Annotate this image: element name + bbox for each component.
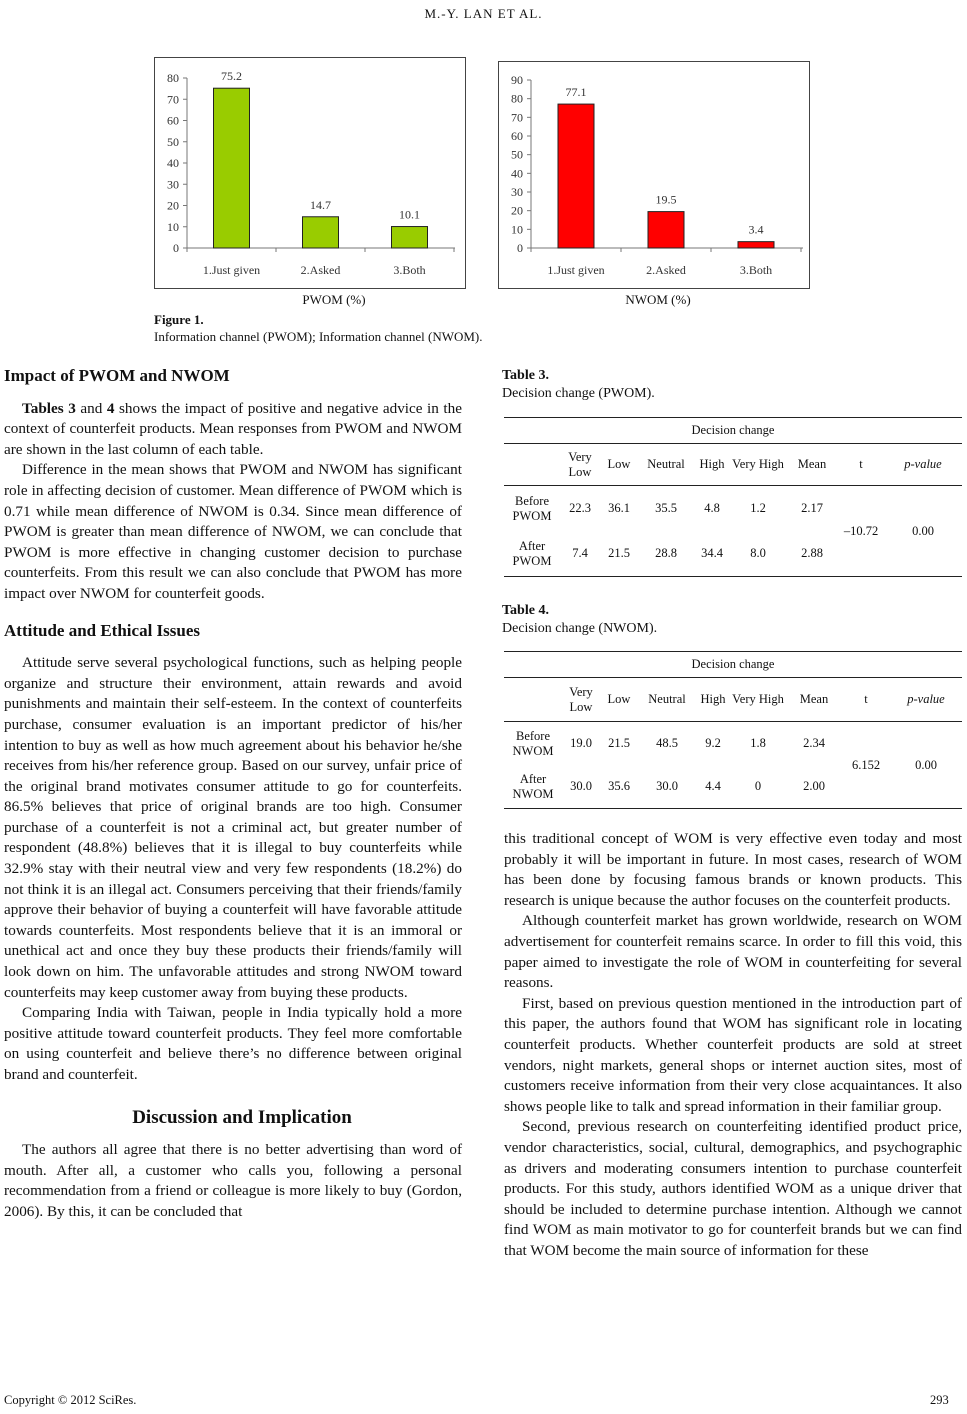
row-label: After PWOM [504,531,560,577]
table3-header: t [838,443,884,485]
paragraph: Attitude serve several psychological functions, such as helping people organize and structure their environment, attain rewards and avoid punishments and maintain their self-esteem. In the context of counterfeits purchase, consumer evaluation is an important predictor of his/her intention to buy as well as how much agreement about his behavior he/she receives from his/her reference group. Based on our survey, unfair price of the original brand motivates consumer attitude to go for counterfeits. 86.5% believes that price of original brands are too high. Consumer purchase of a counterfeit is not a criminal act, but greater number of respondent (48.8%) believes that it is illegal to buy counterfeits while 32.9% stay with their neutral view and very few respondents (18.2%) do not think it is an illegal act. Consumers perceiving that their friends/family approve their behavior of buying a counterfeit will have favorable attitude towards counterfeits. Most respondents believe that it is an immoral or unethical act and once they buy these products their friends/family will look down on him. The unfavorable attitudes and strong NWOM toward counterfeits may keep customer away from buying these products. [4,654,462,1001]
y-tick-label: 70 [167,92,179,107]
data-label: 14.7 [310,197,331,212]
paragraph: Second, previous research on counterfeiting identified product price, vendor characteristics, social, cultural, demographics, and psychographic as drivers and moderating consumers intention to purchase counterfeit products. For this study, authors identified WOM as a unique driver that should be included to determine purchase intention. Although we cannot find WOM as main motivator to go for counterfeit brands but we can find that WOM become the main source of information for these [504,1118,962,1259]
pwom-chart-svg [155,58,465,288]
paragraph: First, based on previous question mentioned in the introduction part of this paper, the authors found that WOM has significant role in locating counterfeit products. Whether counterfeit products are sold at street vendors, night markets, general shops or internet auction sites, most of customers receive information from their very close acquaintances. It also shows people like to talk and spread information in their familiar group. [504,994,962,1115]
paragraph: The authors all agree that there is no better advertising than word of mouth. After all, a customer who calls you, following a personal recommendation from a friend or colleague is more likely to buy (Gordon, 2006). By this, it can be concluded that [4,1141,462,1220]
table3-header: High [694,443,730,485]
left-column [4,366,462,1223]
table-cell: 48.5 [638,721,696,765]
bar [738,242,774,248]
y-tick-label: 80 [167,71,179,85]
table-cell: 36.1 [600,485,638,531]
table3-header: Mean [786,443,838,485]
table-cell: 30.0 [638,765,696,809]
table-cell: 22.3 [560,485,600,531]
y-tick-label: 0 [173,241,179,255]
row-label: Before NWOM [504,721,562,765]
paragraph: Although counterfeit market has grown worldwide, research on WOM advertisement for counterfeit remains scarce. In order to fill this void, this paper aimed to investigate the role of WOM in counterfeiting for several reasons. [504,912,962,992]
x-tick-label: 1.Just given [547,263,605,277]
y-tick-label: 80 [511,91,523,106]
y-tick-label: 60 [511,129,523,143]
section-heading-attitude: Attitude and Ethical Issues [4,620,201,640]
data-label: 19.5 [655,192,677,207]
x-tick-label: 1.Just given [202,263,261,277]
text-span: shows the impact of positive and negative advice in the context of counterfeit products. Mean responses from PWOM and NWOM are shown in the last column of each table. [4,399,462,458]
paragraph: Comparing India with Taiwan, people in India typically hold a more positive attitude toward counterfeit products. They feel more comfortable on using counterfeit and believe there’s no difference between original brand and counterfeit. [4,1004,462,1083]
y-tick-label: 20 [511,203,523,218]
table4-header: t [842,677,890,721]
data-label: 3.4 [748,222,764,237]
table3-header: Neutral [638,443,694,485]
paragraph [4,399,462,461]
x-tick-label: 3.Both [739,263,773,277]
table-cell: 0 [730,765,786,809]
table3 [504,417,962,577]
y-tick-label: 90 [511,73,523,87]
y-tick-label: 30 [511,185,523,199]
row-label: Before PWOM [504,485,560,531]
table-cell: 19.0 [562,721,600,765]
table3-header: p-value [884,443,962,485]
y-tick-label: 50 [167,134,179,149]
table-cell: 4.8 [694,485,730,531]
t-value: –10.72 [838,485,884,577]
t-value: 6.152 [842,721,890,809]
table-cell: 9.2 [696,721,730,765]
figure-label: Figure 1. [154,312,204,327]
table4-header: Very Low [562,677,600,721]
page-number: 293 [930,1393,949,1407]
y-tick-label: 40 [511,166,523,181]
copyright-footer: Copyright © 2012 SciRes. [4,1393,137,1407]
table4-header: High [696,677,730,721]
table4 [504,651,962,809]
table-cell: 28.8 [638,531,694,577]
bar [558,104,594,248]
y-tick-label: 0 [517,241,523,255]
table4-header: Low [600,677,638,721]
running-head: M.-Y. LAN ET AL. [424,6,543,21]
table-cell: 2.34 [786,721,842,765]
table3-header: Very Low [560,443,600,485]
table-ref: Tables 3 [22,399,76,417]
y-tick-label: 50 [511,147,523,162]
table4-title: Decision change (NWOM). [502,621,658,636]
table-cell: 7.4 [560,531,600,577]
y-tick-label: 40 [167,156,179,170]
table-row [504,485,962,531]
table-cell: 8.0 [730,531,786,577]
table-cell: 1.2 [730,485,786,531]
bar [648,212,684,248]
table4-header: Neutral [638,677,696,721]
table3-header [504,443,560,485]
table4-header: p-value [890,677,962,721]
table4-header: Very High [730,677,786,721]
y-tick-label: 10 [167,219,179,234]
table4-header: Mean [786,677,842,721]
table4-group-header: Decision change [504,651,962,677]
table-cell: 21.5 [600,531,638,577]
y-tick-label: 70 [511,110,523,125]
table3-header: Very High [730,443,786,485]
right-column [504,829,962,1261]
section-heading-discussion: Discussion and Implication [132,1106,352,1128]
table-cell: 35.6 [600,765,638,809]
bar [392,227,428,248]
bar [214,88,250,248]
table-cell: 30.0 [562,765,600,809]
y-tick-label: 60 [167,113,179,128]
pwom-chart-label: PWOM (%) [302,292,366,307]
table-row [504,721,962,765]
table3-group-header: Decision change [504,417,962,443]
text-span: and [75,399,107,417]
y-tick-label: 10 [511,222,523,237]
y-tick-label: 20 [167,198,179,213]
paragraph: Difference in the mean shows that PWOM and NWOM has significant role in affecting decision of customer. Mean difference of PWOM which is 0.71 while mean difference of NWOM is 0.34. Since mean difference of PWOM is greater than mean difference of NWOM, we can conclude that PWOM is more effective in changing customer decision to purchase counterfeits. From this result we can also conclude that PWOM has more impact over NWOM for counterfeit goods. [4,461,462,602]
table4-label: Table 4. [502,603,549,618]
paragraph: this traditional concept of WOM is very effective even today and most probably it will be important in future. In most cases, research of WOM has been done by focusing famous brands or known products. This research is unique because the author focuses on the counterfeit products. [504,830,962,909]
nwom-chart-svg [499,62,809,288]
x-tick-label: 3.Both [393,263,426,277]
table-cell: 4.4 [696,765,730,809]
row-label: After NWOM [504,765,562,809]
table-cell: 35.5 [638,485,694,531]
table-cell: 2.88 [786,531,838,577]
table3-title: Decision change (PWOM). [502,386,655,401]
pwom-chart [154,57,466,289]
bar [303,217,339,248]
table-cell: 1.8 [730,721,786,765]
table4-header [504,677,562,721]
table-cell: 2.00 [786,765,842,809]
table-ref: 4 [106,399,115,417]
x-tick-label: 2.Asked [300,263,341,277]
table-cell: 21.5 [600,721,638,765]
data-label: 75.2 [221,69,242,84]
table3-label: Table 3. [502,368,549,383]
section-heading-impact: Impact of PWOM and NWOM [4,366,230,385]
nwom-chart [498,61,810,289]
p-value: 0.00 [890,721,962,809]
nwom-chart-label: NWOM (%) [625,292,691,307]
table-cell: 2.17 [786,485,838,531]
table-cell: 34.4 [694,531,730,577]
figure-caption: Information channel (PWOM); Information channel (NWOM). [154,329,483,344]
data-label: 77.1 [565,85,587,100]
data-label: 10.1 [399,207,420,222]
x-tick-label: 2.Asked [646,263,686,277]
table3-header: Low [600,443,638,485]
y-tick-label: 30 [167,177,179,192]
p-value: 0.00 [884,485,962,577]
